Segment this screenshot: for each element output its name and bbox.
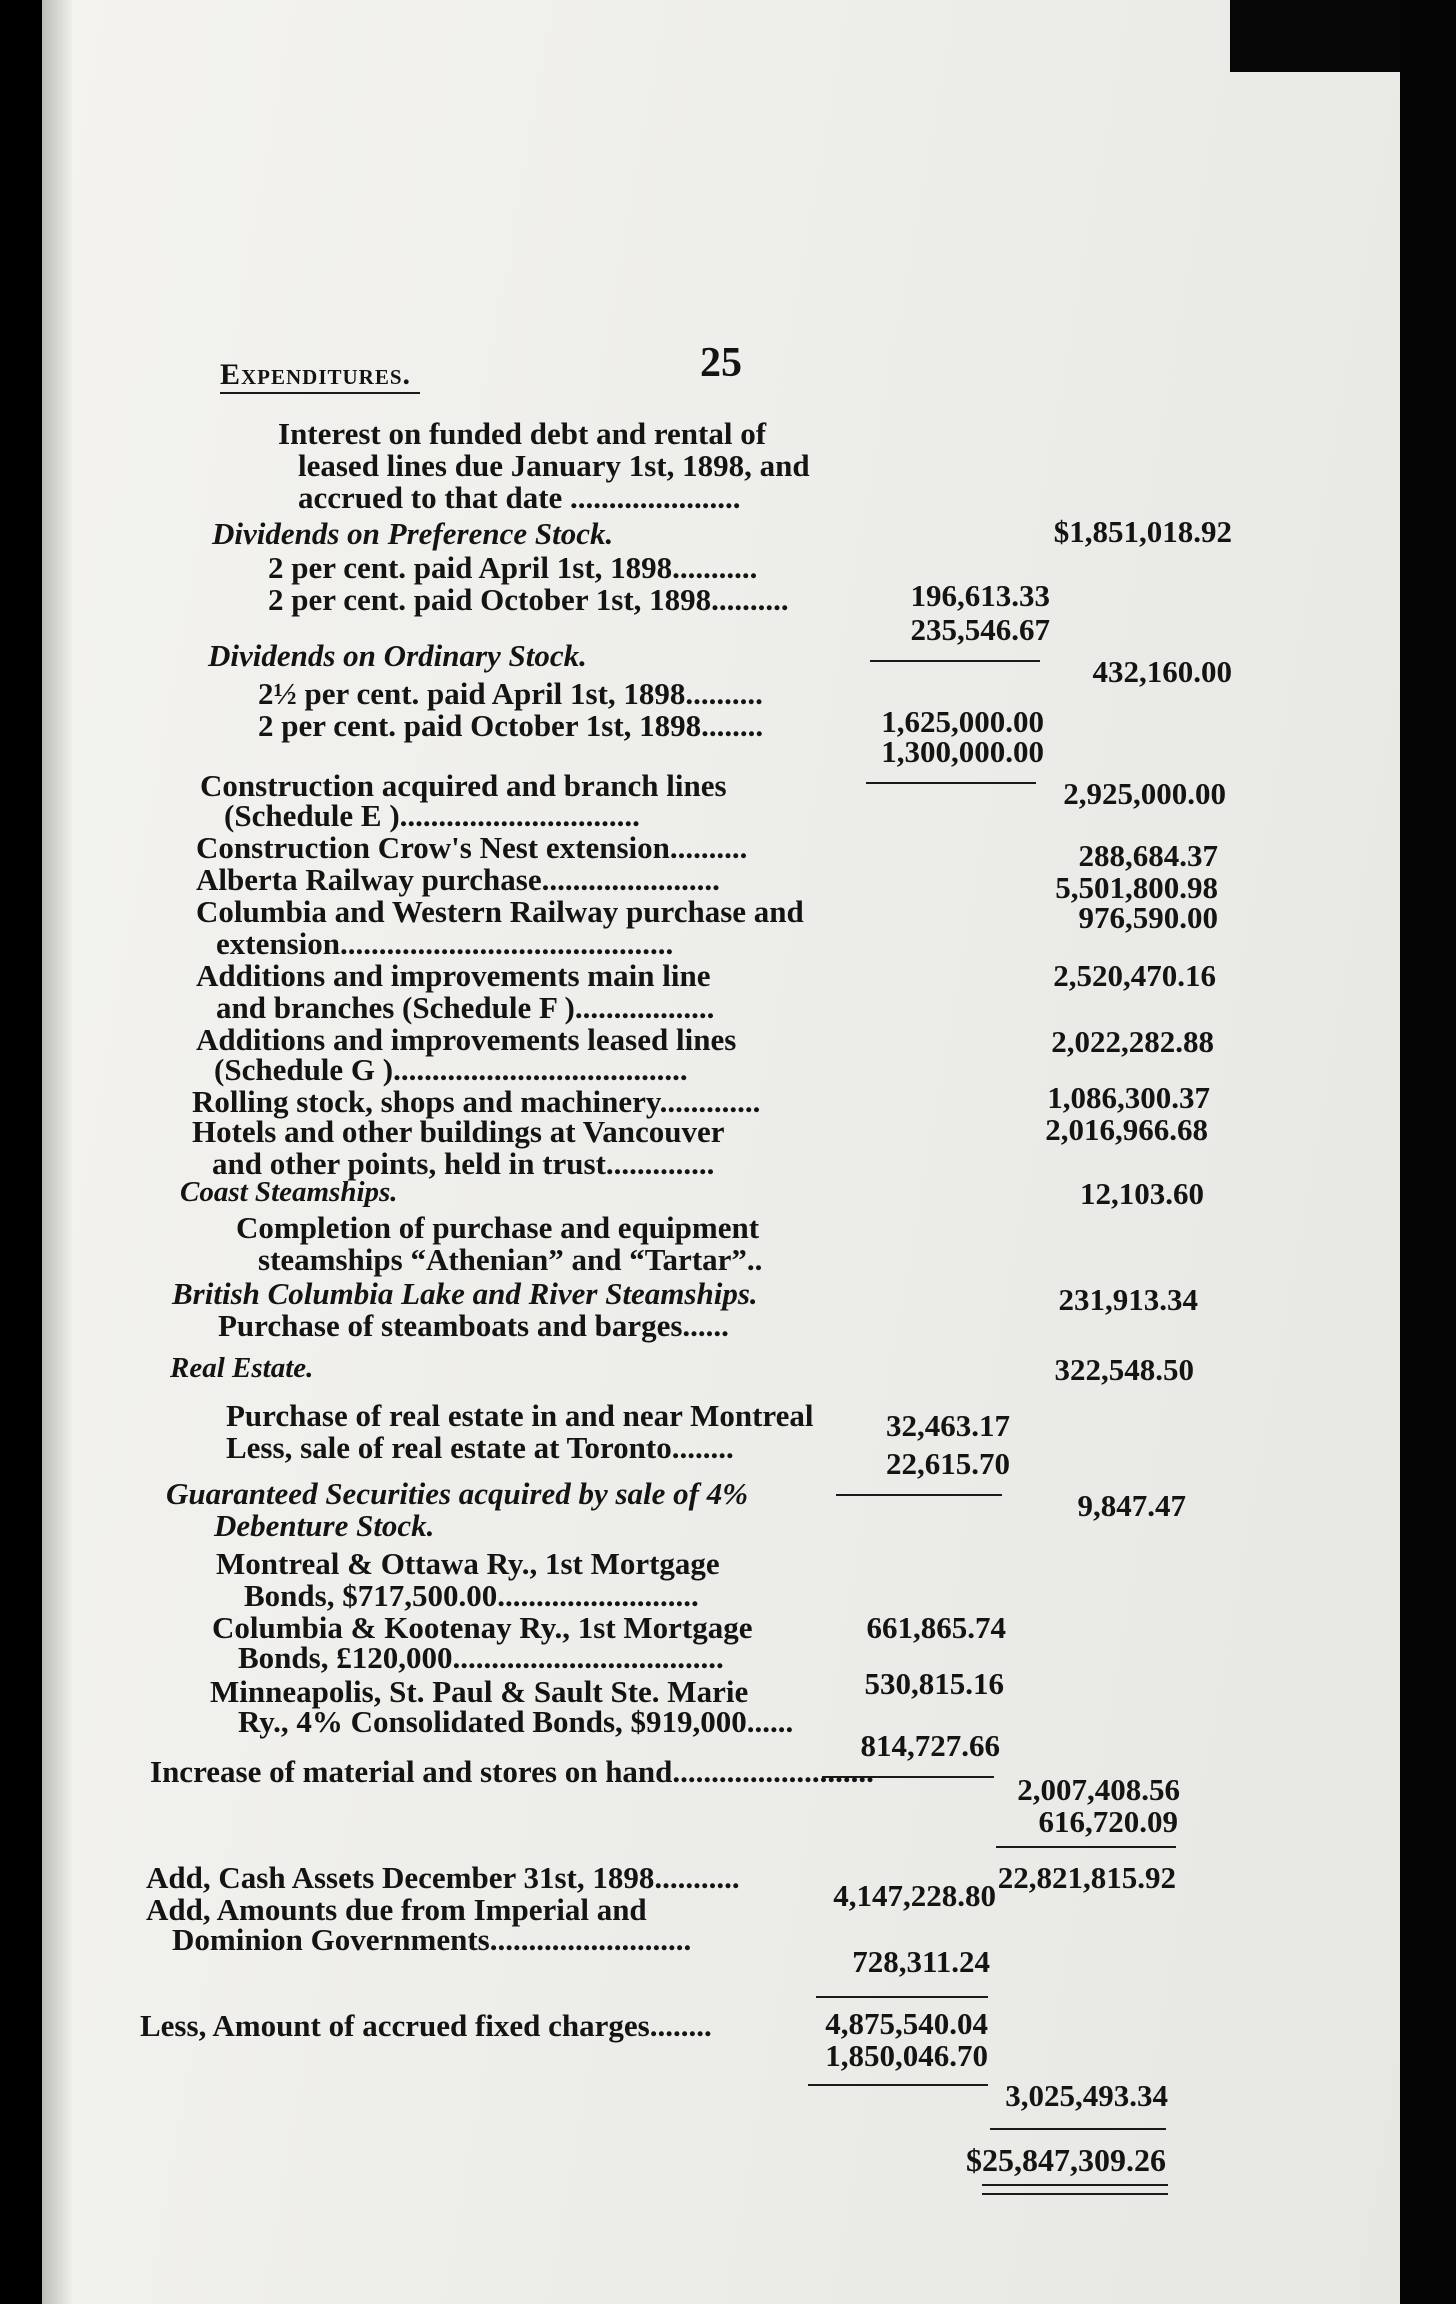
min-amount: 814,727.66 (860, 1728, 1000, 1763)
mo-amount: 661,865.74 (866, 1610, 1006, 1645)
columbia-line-2: extension........................................... (216, 926, 674, 961)
rolling-line: Rolling stock, shops and machinery............. (192, 1084, 761, 1119)
material-amount: 616,720.09 (1038, 1804, 1178, 1839)
section-heading: Expenditures. (220, 358, 412, 391)
guar-net-amount: 9,847.47 (1077, 1488, 1186, 1523)
ord-amount-2: 1,300,000.00 (881, 734, 1044, 769)
mo-line-2: Bonds, $717,500.00.......................... (244, 1578, 699, 1613)
grand-total-double-rule (982, 2184, 1168, 2195)
gov-line-2: Dominion Governments.......................... (172, 1922, 692, 1957)
coast-line-2: steamships “Athenian” and “Tartar”.. (258, 1242, 763, 1277)
ck-line-2: Bonds, £120,000................................... (238, 1640, 724, 1675)
columbia-amount: 976,590.00 (1078, 900, 1218, 935)
ck-line-1: Columbia & Kootenay Ry., 1st Mortgage (212, 1610, 753, 1645)
pref-total: 432,160.00 (1092, 654, 1232, 689)
hotels-line-2: and other points, held in trust.............. (212, 1146, 715, 1181)
coast-title: Coast Steamships. (180, 1176, 398, 1208)
min-line-2: Ry., 4% Consolidated Bonds, $919,000...... (238, 1704, 794, 1739)
less-rule (808, 2084, 988, 2086)
real-amount-2: 22,615.70 (886, 1446, 1010, 1481)
real-rule (836, 1494, 1002, 1496)
add-leased-line-1: Additions and improvements leased lines (196, 1022, 737, 1057)
interest-line-2: leased lines due January 1st, 1898, and (298, 448, 810, 483)
cons-crow-amount: 288,684.37 (1078, 838, 1218, 873)
real-title: Real Estate. (170, 1352, 314, 1384)
ord-total: 2,925,000.00 (1063, 776, 1226, 811)
material-line: Increase of material and stores on hand.......................... (150, 1754, 874, 1789)
gov-rule (816, 1996, 988, 1998)
guar-line-2: Debenture Stock. (214, 1508, 435, 1543)
add-leased-amount: 2,022,282.88 (1051, 1024, 1214, 1059)
interest-line-1: Interest on funded debt and rental of (278, 416, 767, 451)
cash-line: Add, Cash Assets December 31st, 1898........... (146, 1860, 740, 1895)
hotels-amount: 2,016,966.68 (1045, 1112, 1208, 1147)
cons-line-1: Construction acquired and branch lines (200, 768, 727, 803)
less-amount: 1,850,046.70 (825, 2038, 988, 2073)
gov-line-1: Add, Amounts due from Imperial and (146, 1892, 647, 1927)
add-main-amount: 2,520,470.16 (1053, 958, 1216, 993)
guar-total: 2,007,408.56 (1017, 1772, 1180, 1807)
ord-title: Dividends on Ordinary Stock. (208, 638, 587, 673)
bclake-title: British Columbia Lake and River Steamships. (172, 1276, 758, 1311)
alberta-line: Alberta Railway purchase....................... (196, 862, 720, 897)
add-leased-line-2: (Schedule G )...................................... (214, 1052, 688, 1087)
real-amount-1: 32,463.17 (886, 1408, 1010, 1443)
real-line-2: Less, sale of real estate at Toronto........ (226, 1430, 734, 1465)
pref-line-2: 2 per cent. paid October 1st, 1898.......... (268, 582, 789, 617)
real-line-1: Purchase of real estate in and near Montreal (226, 1398, 814, 1433)
sum-amount: 4,875,540.04 (825, 2006, 988, 2041)
add-main-line-2: and branches (Schedule F ).................. (216, 990, 715, 1025)
page-gutter-shadow (42, 0, 72, 2304)
pref-amount-2: 235,546.67 (910, 612, 1050, 647)
min-line-1: Minneapolis, St. Paul & Sault Ste. Marie (210, 1674, 749, 1709)
subtotal-amount: 22,821,815.92 (997, 1860, 1176, 1895)
pref-line-1: 2 per cent. paid April 1st, 1898........... (268, 550, 758, 585)
columbia-line-1: Columbia and Western Railway purchase and (196, 894, 804, 929)
net-rule (990, 2128, 1166, 2130)
pref-title: Dividends on Preference Stock. (212, 516, 614, 551)
pref-amount-1: 196,613.33 (910, 578, 1050, 613)
scan-border-right (1400, 0, 1456, 2304)
add-main-line-1: Additions and improvements main line (196, 958, 711, 993)
grand-total: $25,847,309.26 (966, 2142, 1166, 2178)
net-amount: 3,025,493.34 (1005, 2078, 1168, 2113)
gov-amount: 728,311.24 (852, 1944, 990, 1979)
coast-line-1: Completion of purchase and equipment (236, 1210, 760, 1245)
material-rule (996, 1846, 1176, 1848)
ck-amount: 530,815.16 (864, 1666, 1004, 1701)
coast-amount: 12,103.60 (1080, 1176, 1204, 1211)
bclake-amount: 231,913.34 (1058, 1282, 1198, 1317)
rolling-amount: 1,086,300.37 (1047, 1080, 1210, 1115)
interest-total: $1,851,018.92 (1053, 514, 1232, 549)
heading-underline (220, 392, 420, 394)
ord-line-1: 2½ per cent. paid April 1st, 1898.......... (258, 676, 763, 711)
ord-amount-1: 1,625,000.00 (881, 704, 1044, 739)
page-number: 25 (700, 340, 742, 386)
mo-line-1: Montreal & Ottawa Ry., 1st Mortgage (216, 1546, 720, 1581)
real-amount: 322,548.50 (1054, 1352, 1194, 1387)
cons-crow-line: Construction Crow's Nest extension.......... (196, 830, 748, 865)
hotels-line-1: Hotels and other buildings at Vancouver (192, 1114, 725, 1149)
bclake-line-1: Purchase of steamboats and barges...... (218, 1308, 729, 1343)
cons-line-2: (Schedule E )............................... (224, 798, 640, 833)
ord-line-2: 2 per cent. paid October 1st, 1898........ (258, 708, 764, 743)
alberta-amount: 5,501,800.98 (1055, 870, 1218, 905)
cash-amount: 4,147,228.80 (833, 1878, 996, 1913)
less-line: Less, Amount of accrued fixed charges........ (140, 2008, 712, 2043)
guar-line-1: Guaranteed Securities acquired by sale of 4% (166, 1476, 749, 1511)
interest-line-3: accrued to that date ...................... (298, 480, 741, 515)
